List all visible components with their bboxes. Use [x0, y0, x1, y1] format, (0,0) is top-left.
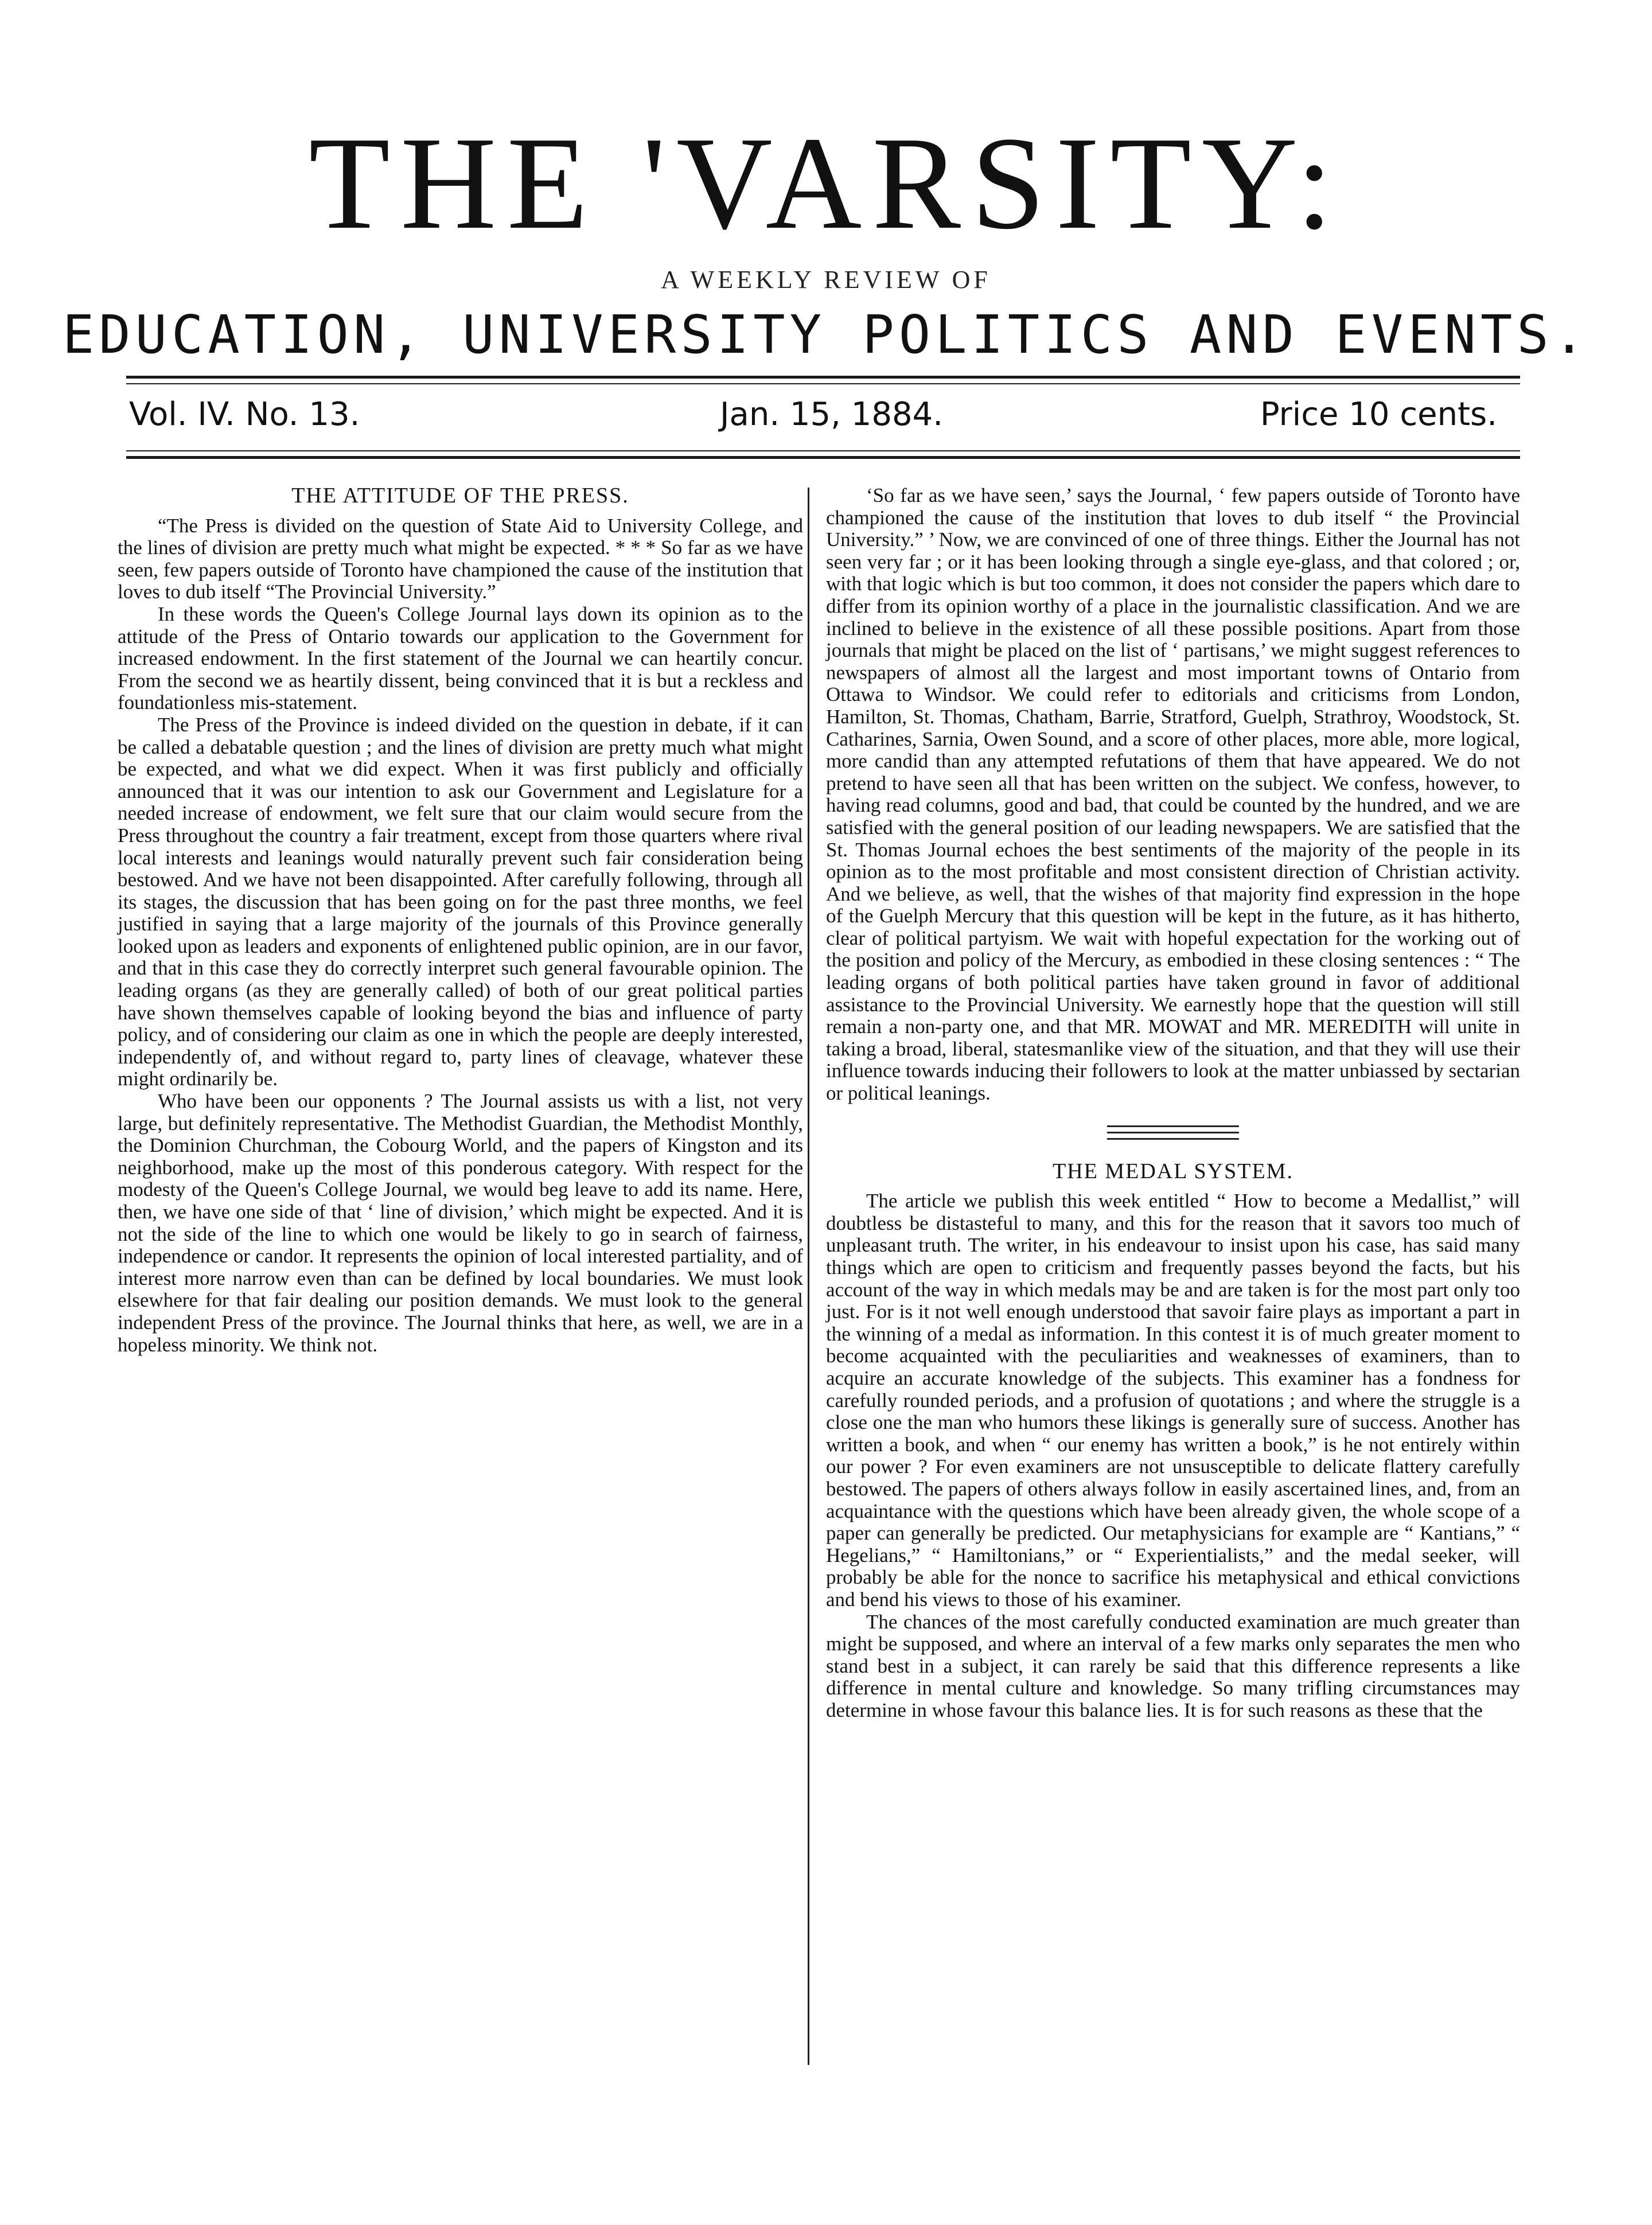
article-paragraph: Who have been our opponents ? The Journal assists us with a list, not very large, but definitely representative. The Methodist Guardian, the Methodist Monthly, the Dominion Churchman, the Cobourg World, and the papers of Kingston and its neighborhood, make up the most of this ponderous category. With respect for the modesty of the Queen's College Journal, we would beg leave to add its name. Here, then, we have one side of that ‘ line of division,’ which might be expected. And it is not the side of the line to which one would be likely to go in search of fairness, independence or candor. It represents the opinion of local interested partiality, and of interest more narrow even than can be defined by local boundaries. We must look elsewhere for that fair dealing our position demands. We must look to the general independent Press of the province. The Journal thinks that here, as well, we are in a hopeless minority. We think not.	[118, 1090, 803, 1356]
article-heading-medal: THE MEDAL SYSTEM.	[1053, 1159, 1293, 1183]
column-divider	[808, 488, 809, 2065]
issue-rule-thin	[126, 450, 1520, 451]
masthead-rule-top-thin	[126, 383, 1520, 384]
masthead-tagline: EDUCATION, UNIVERSITY POLITICS AND EVENTS.	[62, 304, 1590, 365]
section-divider-rule	[1107, 1132, 1239, 1133]
article-paragraph: The article we publish this week entitled “ How to become a Medallist,” will doubtless be distasteful to many, and this for the reason that it savors too much of unpleasant truth. The writer, in his endeavour to insist upon his case, has said many things which are open to criticism and frequently passes beyond the facts, but his account of the way in which medals may be and are taken is for the most part only too just. For is it not well enough understood that savoir faire plays as important a part in the winning of a medal as information. In this contest it is of much greater moment to become acquainted with the peculiarities and weaknesses of examiners, than to acquire an accurate knowledge of the subjects. This examiner has a fondness for carefully rounded periods, and a profusion of quotations ; and where the struggle is a close one the man who humors these likings is generally sure of success. Another has written a book, and when “ our enemy has written a book,” is he not entirely within our power ? For even examiners are not unsusceptible to delicate flattery carefully bestowed. The papers of others always follow in easily ascertained lines, and, from an acquaintance with the questions which have been already given, the whole scope of a paper can generally be predicted. Our metaphysicians for example are “ Kantians,” “ Hegelians,” “ Hamiltonians,” or “ Experientialists,” and the medal seeker, will probably be able for the nonce to sacrifice his metaphysical and ethical convictions and bend his views to those of his examiner.	[826, 1190, 1520, 1611]
issue-volume: Vol. IV. No. 13.	[129, 396, 360, 433]
article-paragraph: In these words the Queen's College Journal lays down its opinion as to the attitude of the Press of Ontario towards our application to the Government for increased endowment. In the first statement of the Journal we can heartily concur. From the second we as heartily dissent, being convinced that it is but a reckless and foundationless mis-statement.	[118, 602, 803, 714]
article-paragraph: ‘So far as we have seen,’ says the Journal, ‘ few papers outside of Toronto have championed the cause of the institution that loves to dub itself “ the Provincial University.” ’ Now, we are convinced of one of three things. Either the Journal has not seen very far ; or it has been looking through a single eye-glass, and that colored ; or, with that logic which is but too common, it does not consider the papers which dare to differ from its opinion worthy of a place in the journalistic classification. And we are inclined to believe in the existence of all these possible positions. Apart from those journals that might be placed on the list of ‘ partisans,’ we might suggest references to newspapers of almost all the largest and most important towns of Ontario from Ottawa to Windsor. We could refer to editorials and criticisms from London, Hamilton, St. Thomas, Chatham, Barrie, Stratford, Guelph, Strathroy, Woodstock, St. Catharines, Sarnia, Owen Sound, and a score of other places, more able, more logical, more candid than any attempted refutations of them that have appeared. We do not pretend to have seen all that has been written on the subject. We confess, however, to having read columns, good and bad, that could be counted by the hundred, and we are satisfied with the general position of our leading newspapers. We are satisfied that the St. Thomas Journal echoes the best sentiments of the majority of the people in its opinion as to the most profitable and most consistent direction of Christian activity. And we believe, as well, that the wishes of that majority find expression in the hope of the Guelph Mercury that this question will be kept in the future, as it has hitherto, clear of political partyism. We wait with hopeful expectation for the working out of the position and policy of the Mercury, as embodied in these closing sentences : “ The leading organs of both political parties have taken ground in favor of additional assistance to the Provincial University. We earnestly hope that the question will still remain a non-party one, and that MR. MOWAT and MR. MEREDITH will unite in taking a broad, liberal, statesmanlike view of the situation, and that they will use their influence towards inducing their followers to look at the matter unbiassed by sectarian or political leanings.	[826, 484, 1520, 1105]
column-left	[118, 485, 803, 1356]
article-paragraph: The chances of the most carefully conducted examination are much greater than might be supposed, and where an interval of a few marks only separates the men who stand best in a subject, it can rarely be said that this difference represents a like difference in mental culture and knowledge. So many trifling circumstances may determine in whose favour this balance lies. It is for such reasons as these that the	[826, 1610, 1520, 1721]
article-heading-press: THE ATTITUDE OF THE PRESS.	[291, 484, 629, 508]
masthead-rule-top	[126, 376, 1520, 379]
issue-date: Jan. 15, 1884.	[720, 396, 944, 433]
article-paragraph: The Press of the Province is indeed divided on the question in debate, if it can be called a debatable question ; and the lines of division are pretty much what might be expected, and what we did expect. When it was first publicly and officially announced that it was our intention to ask our Government and Legislature for a needed increase of endowment, we felt sure that our claim would secure from the Press throughout the country a fair treatment, except from those quarters where rival local interests and leanings would naturally prevent such fair consideration being bestowed. And we have not been disappointed. After carefully following, through all its stages, the discussion that has been going on for the past three months, we feel justified in saying that a large majority of the journals of this Province generally looked upon as leaders and exponents of enlightened public opinion, are in our favor, and that in this case they do correctly interpret such general favourable opinion. The leading organs (as they are generally called) of both of our great political parties have shown themselves capable of looking beyond the bias and influence of party policy, and of considering our claim as one in which the people are deeply interested, independently of, and without regard to, party lines of cleavage, whatever these might ordinarily be.	[118, 713, 803, 1090]
issue-price: Price 10 cents.	[1260, 396, 1497, 433]
masthead-subtitle: A WEEKLY REVIEW OF	[661, 266, 991, 294]
section-divider-rule	[1107, 1125, 1239, 1127]
article-paragraph: “The Press is divided on the question of State Aid to University College, and the lines of division are pretty much what might be expected. * * * So far as we have seen, few papers outside of Toronto have championed the cause of the institution that loves to dub itself “The Provincial University.”	[118, 514, 803, 603]
column-right	[826, 485, 1520, 1721]
section-divider-rule	[1107, 1138, 1239, 1140]
issue-rule-bottom	[126, 456, 1520, 459]
masthead-title: THE 'VARSITY:	[309, 110, 1343, 257]
